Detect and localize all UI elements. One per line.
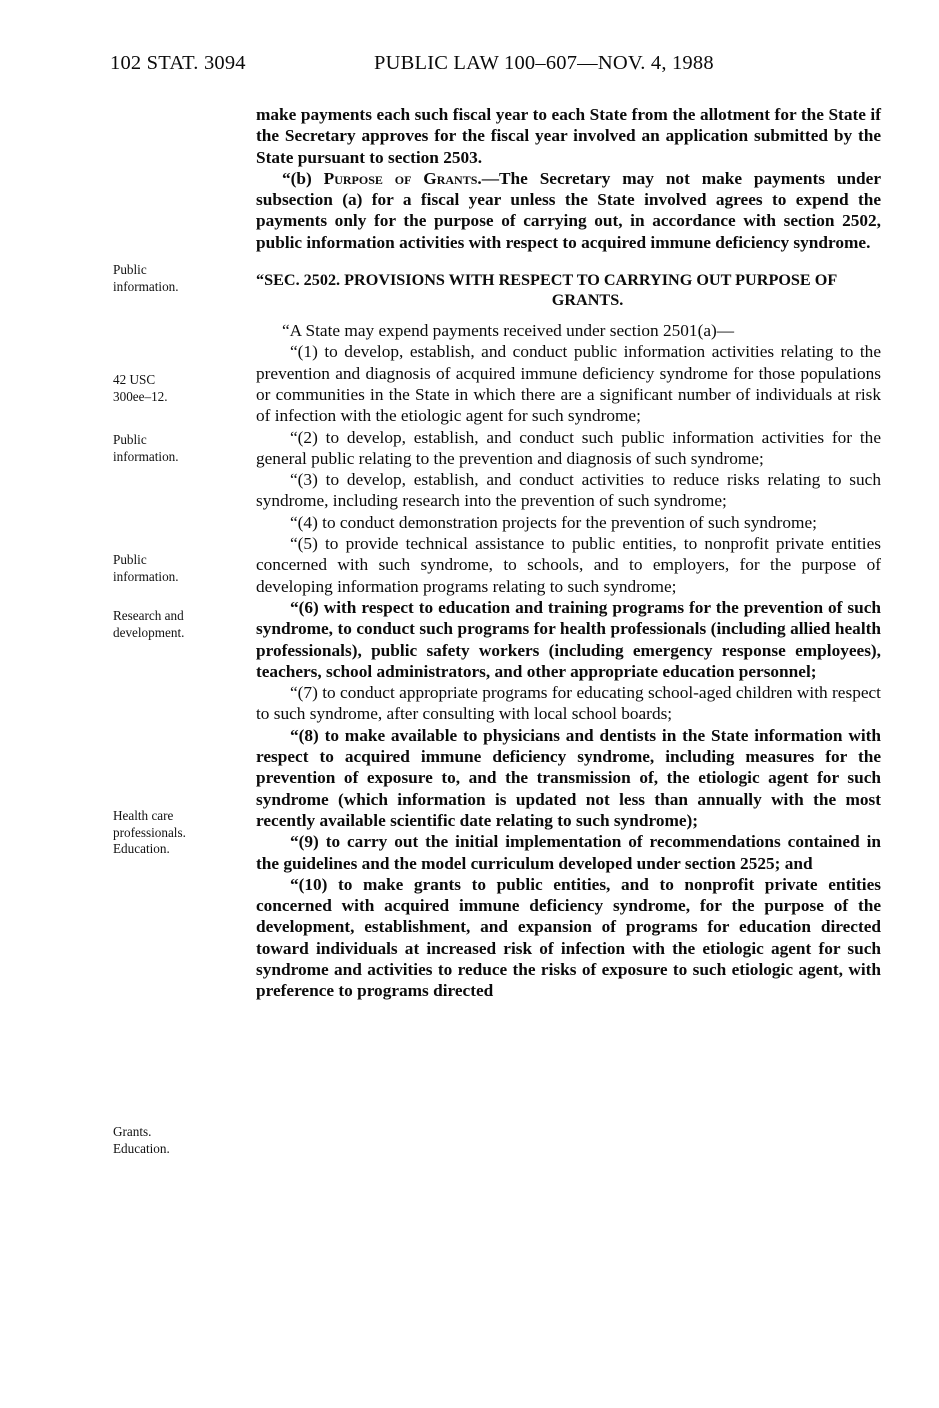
section-heading-line-1: “SEC. 2502. PROVISIONS WITH RESPECT TO CARRYING OUT PURPOSE OF xyxy=(256,271,838,290)
sidenote-line: information. xyxy=(113,568,179,584)
body-column xyxy=(256,104,881,1002)
sidenote-line: information. xyxy=(113,278,179,294)
sidenote-line: Public xyxy=(113,432,147,447)
section-heading-line-2: GRANTS. xyxy=(551,291,624,310)
statute-citation: 102 STAT. 3094 xyxy=(110,52,246,74)
paragraph-purpose-of-grants xyxy=(256,168,881,253)
sidenote-line: Research and xyxy=(113,608,184,623)
list-item: “(1) to develop, establish, and conduct public information activities relating to the prevention and diagnosis of acquired immune deficiency syndrome for those populations or communities in the State in which there are a significant number of individuals at risk of infection with the etiologic agent for such syndrome; xyxy=(256,342,881,426)
paragraph-lead-in: “A State may expend payments received under section 2501(a)— xyxy=(282,321,735,341)
list-item: “(3) to develop, establish, and conduct activities to reduce risks relating to such syndrome, including research into the prevention of such syndrome; xyxy=(256,470,881,511)
sidenote-grants-education xyxy=(113,1124,248,1157)
list-item: “(2) to develop, establish, and conduct such public information activities for the general public relating to the prevention and diagnosis of such syndrome; xyxy=(256,427,881,468)
sidenote-line: Grants. xyxy=(113,1124,152,1139)
sidenote-line: 42 USC xyxy=(113,372,156,387)
sidenote-line: Education. xyxy=(113,841,170,856)
sidenote-line: Education. xyxy=(113,1140,170,1156)
sidenote-public-information-1 xyxy=(113,262,248,295)
sidenote-line: Public xyxy=(113,262,147,277)
purpose-caption: Purpose of Grants. xyxy=(323,168,482,188)
sidenote-research-development xyxy=(113,608,248,641)
sidenote-public-information-2 xyxy=(113,432,248,465)
paragraph-carryover: make payments each such fiscal year to each State from the allotment for the State if the Secretary approves for the fiscal year involved an application submitted by the State pursuant to section 2503. xyxy=(256,105,881,167)
sidenote-line: Public xyxy=(113,552,147,567)
purpose-text: —The Secretary may not make payments under subsection (a) for a fiscal year unless the State involved agrees to expend the payments only for the purpose of carrying out, in accordance with section 2502, public information activities with respect to acquired immune deficiency syndrome. xyxy=(256,168,881,252)
public-law-citation: PUBLIC LAW 100–607—NOV. 4, 1988 xyxy=(374,52,714,74)
running-head xyxy=(0,52,939,78)
list-item: “(10) to make grants to public entities, and to nonprofit private entities concerned with acquired immune deficiency syndrome, for the purpose of the development, establishment, and expansion of programs for education directed toward individuals at increased risk of infection with the etiologic agent for such syndrome and activities to reduce the risks of exposure to such etiologic agent, with preference to programs directed xyxy=(256,874,881,1001)
sidenote-usc-citation xyxy=(113,372,248,405)
sidenote-public-information-3 xyxy=(113,552,248,585)
sidenote-line: information. xyxy=(113,448,179,464)
sidenote-health-care-education xyxy=(113,808,248,858)
list-item: “(7) to conduct appropriate programs for educating school-aged children with respect to such syndrome, after consulting with local school boards; xyxy=(256,683,881,724)
list-item: “(5) to provide technical assistance to public entities, to nonprofit private entities concerned with such syndrome, to schools, and to employers, for the purpose of developing information programs relating to such syndrome; xyxy=(256,534,881,596)
sidenote-line: Health care xyxy=(113,808,174,823)
list-item: “(6) with respect to education and training programs for the prevention of such syndrome, to conduct such programs for health professionals (including allied health professionals), public safety workers (including emergency response employees), teachers, school administrators, and other appropriate education personnel; xyxy=(256,597,881,681)
sidenote-line: 300ee–12. xyxy=(113,388,168,404)
list-item: “(9) to carry out the initial implementation of recommendations contained in the guidelines and the model curriculum developed under section 2525; and xyxy=(256,832,881,873)
sidenote-line: development. xyxy=(113,624,185,640)
section-heading xyxy=(256,270,881,310)
list-item: “(4) to conduct demonstration projects for the prevention of such syndrome; xyxy=(290,512,817,532)
list-item: “(8) to make available to physicians and dentists in the State information with respect to acquired immune deficiency syndrome, including measures for the prevention of exposure to, and the transmission of, the etiologic agent for such syndrome (which information is updated not less than annually with the most recently available scientific date relating to such syndrome); xyxy=(256,725,881,830)
purpose-prefix: “(b) xyxy=(282,168,324,188)
sidenote-line: professionals. xyxy=(113,824,186,840)
